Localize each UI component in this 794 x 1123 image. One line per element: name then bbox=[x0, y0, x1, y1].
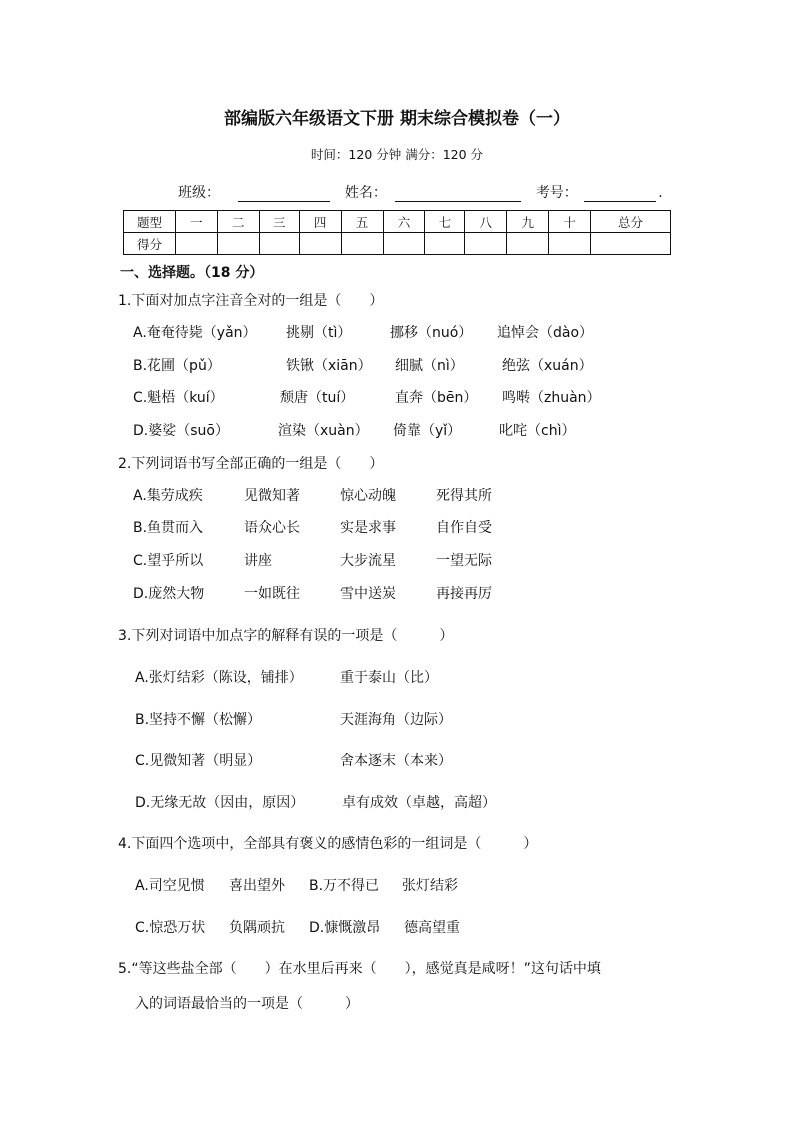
q2-option-c-3: 大步流星 bbox=[340, 553, 396, 569]
q2-option-b-4: 自作自受 bbox=[436, 520, 492, 536]
question-4: 4.下面四个选项中，全部具有褒义的感情色彩的一组词是（ ） bbox=[118, 836, 538, 852]
score-cell[interactable] bbox=[175, 233, 217, 255]
score-cell[interactable] bbox=[259, 233, 299, 255]
score-cell[interactable] bbox=[549, 233, 591, 255]
q1-option-a-4: 追悼会（dào） bbox=[497, 325, 594, 341]
id-blank[interactable] bbox=[584, 187, 656, 202]
question-5: 5.“等这些盐全部（ ）在水里后再来（ ），感觉真是咸呀！”这句话中填 bbox=[118, 961, 601, 977]
score-cell[interactable] bbox=[591, 233, 671, 255]
q1-option-c-2: 颓唐（tuí） bbox=[280, 390, 355, 406]
header-cell: 五 bbox=[341, 211, 383, 233]
score-row bbox=[124, 233, 671, 255]
header-cell: 四 bbox=[299, 211, 341, 233]
q2-option-c-4: 一望无际 bbox=[436, 553, 492, 569]
q2-option-b-1: B.鱼贯而入 bbox=[133, 520, 204, 536]
question-3: 3.下列对词语中加点字的解释有误的一项是（ ） bbox=[118, 628, 454, 644]
q4-option-a-2: 喜出望外 bbox=[229, 878, 285, 894]
header-cell: 三 bbox=[259, 211, 299, 233]
score-cell[interactable] bbox=[341, 233, 383, 255]
q1-option-d-2: 渲染（xuàn） bbox=[278, 423, 369, 439]
q1-option-d-1: D.婆娑（suō） bbox=[133, 423, 229, 439]
name-blank[interactable] bbox=[395, 187, 521, 202]
header-cell: 六 bbox=[383, 211, 425, 233]
score-cell[interactable] bbox=[425, 233, 465, 255]
header-cell: 八 bbox=[465, 211, 507, 233]
q1-option-a-3: 挪移（nuó） bbox=[390, 325, 473, 341]
score-header-row bbox=[124, 211, 671, 233]
q3-option-b-1: B.坚持不懈（松懈） bbox=[135, 712, 262, 728]
header-cell: 题型 bbox=[124, 211, 176, 233]
row-label: 得分 bbox=[124, 233, 176, 255]
q3-option-a-1: A.张灯结彩（陈设，铺排） bbox=[135, 670, 303, 686]
q4-option-d-2: 德高望重 bbox=[404, 920, 460, 936]
q2-option-a-3: 惊心动魄 bbox=[340, 488, 396, 504]
q2-option-a-2: 见微知著 bbox=[244, 488, 300, 504]
question-1: 1.下面对加点字注音全对的一组是（ ） bbox=[118, 293, 384, 309]
q3-option-b-2: 天涯海角（边际） bbox=[340, 712, 452, 728]
q3-option-d-1: D.无缘无故（因由，原因） bbox=[135, 795, 305, 811]
q2-option-d-2: 一如既往 bbox=[244, 586, 300, 602]
id-label: 考号： bbox=[535, 185, 578, 201]
score-table bbox=[123, 210, 671, 255]
class-blank[interactable] bbox=[238, 187, 330, 202]
q4-option-c-2: 负隅顽抗 bbox=[229, 920, 285, 936]
q3-option-c-1: C.见微知著（明显） bbox=[135, 753, 262, 769]
score-cell[interactable] bbox=[383, 233, 425, 255]
score-cell[interactable] bbox=[217, 233, 259, 255]
q1-option-b-2: 铁锹（xiān） bbox=[286, 358, 372, 374]
q2-option-a-1: A.集劳成疾 bbox=[133, 488, 203, 504]
q2-option-a-4: 死得其所 bbox=[436, 488, 492, 504]
q2-option-d-4: 再接再厉 bbox=[436, 586, 492, 602]
page-title: 部编版六年级语文下册 期末综合模拟卷（一） bbox=[224, 109, 570, 129]
q4-option-a: A.司空见惯 bbox=[135, 878, 205, 894]
score-cell[interactable] bbox=[465, 233, 507, 255]
q4-option-c: C.惊恐万状 bbox=[135, 920, 206, 936]
q1-option-a-1: A.奄奄待毙（yǎn） bbox=[133, 325, 257, 341]
q1-option-d-3: 倚靠（yǐ） bbox=[393, 423, 462, 439]
q2-option-c-1: C.望乎所以 bbox=[133, 553, 204, 569]
question-5-continued: 入的词语最恰当的一项是（ ） bbox=[135, 996, 359, 1012]
q1-option-a-2: 挑剔（tì） bbox=[286, 325, 352, 341]
q2-option-c-2: 讲座 bbox=[244, 553, 272, 569]
header-cell: 二 bbox=[217, 211, 259, 233]
q2-option-b-3: 实是求事 bbox=[340, 520, 396, 536]
q2-option-d-1: D.庞然大物 bbox=[133, 586, 205, 602]
question-2: 2.下列词语书写全部正确的一组是（ ） bbox=[118, 456, 384, 472]
q1-option-c-3: 直奔（bēn） bbox=[395, 390, 478, 406]
header-cell: 七 bbox=[425, 211, 465, 233]
q3-option-a-2: 重于泰山（比） bbox=[340, 670, 438, 686]
header-cell: 一 bbox=[175, 211, 217, 233]
q3-option-d-2: 卓有成效（卓越，高超） bbox=[342, 795, 496, 811]
q1-option-b-3: 细腻（nì） bbox=[395, 358, 464, 374]
q1-option-b-4: 绝弦（xuán） bbox=[502, 358, 593, 374]
q1-option-c-4: 鸣啭（zhuàn） bbox=[502, 390, 601, 406]
end-mark: . bbox=[658, 185, 663, 201]
exam-time-score: 时间：120 分钟 满分：120 分 bbox=[310, 147, 484, 162]
score-cell[interactable] bbox=[299, 233, 341, 255]
header-cell: 九 bbox=[507, 211, 549, 233]
header-cell: 十 bbox=[549, 211, 591, 233]
student-info-line bbox=[178, 182, 663, 202]
q1-option-d-4: 叱咤（chì） bbox=[499, 423, 576, 439]
q2-option-d-3: 雪中送炭 bbox=[340, 586, 396, 602]
q3-option-c-2: 舍本逐末（本来） bbox=[340, 753, 452, 769]
q2-option-b-2: 语众心长 bbox=[244, 520, 300, 536]
q4-option-b: B.万不得已 bbox=[309, 878, 380, 894]
q4-option-d: D.慷慨激昂 bbox=[309, 920, 381, 936]
name-label: 姓名： bbox=[344, 185, 387, 201]
class-label: 班级： bbox=[178, 185, 220, 201]
q4-option-b-2: 张灯结彩 bbox=[402, 878, 458, 894]
q1-option-c-1: C.魁梧（kuí） bbox=[133, 390, 224, 406]
q1-option-b-1: B.花圃（pǔ） bbox=[133, 358, 221, 374]
section-heading: 一、选择题。（18 分） bbox=[120, 265, 264, 281]
score-cell[interactable] bbox=[507, 233, 549, 255]
header-cell: 总分 bbox=[591, 211, 671, 233]
